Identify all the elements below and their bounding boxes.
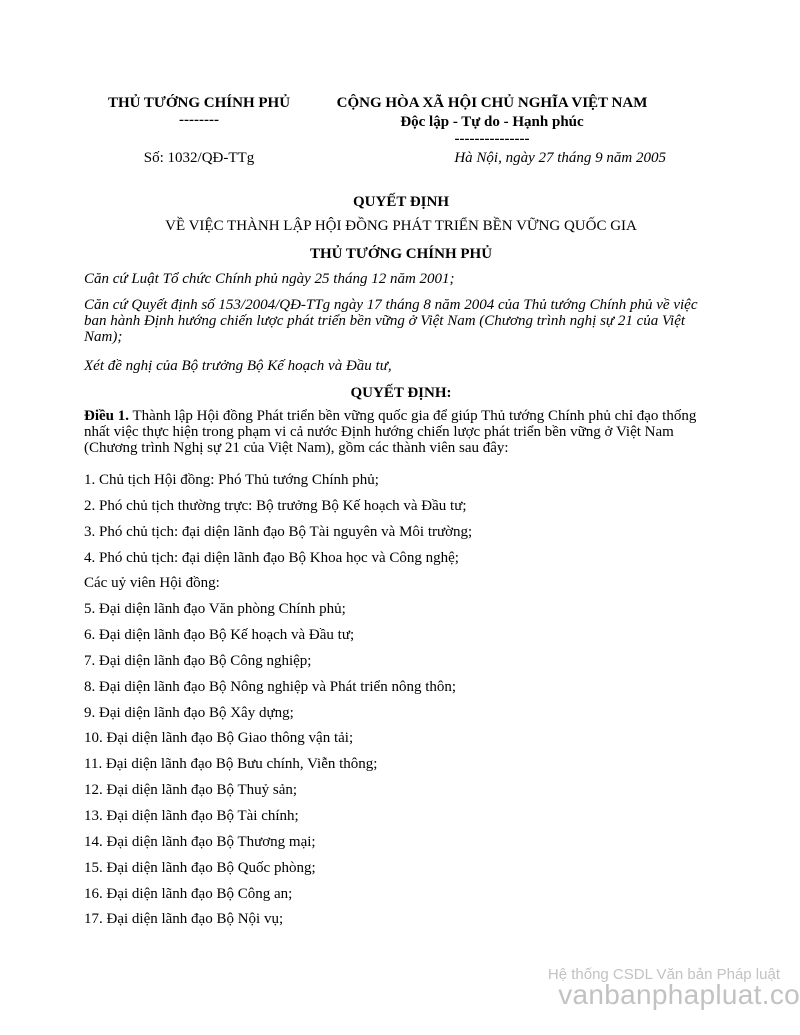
list-item: 5. Đại diện lãnh đạo Văn phòng Chính phủ; (84, 601, 346, 618)
preamble-line: Xét đề nghị của Bộ trưởng Bộ Kế hoạch và Đầu tư, (84, 358, 392, 374)
list-item: 1. Chủ tịch Hội đồng: Phó Thủ tướng Chính phủ; (84, 472, 379, 488)
decision-subject: VỀ VIỆC THÀNH LẬP HỘI ĐỒNG PHÁT TRIỂN BỀN VỮNG QUỐC GIA (165, 218, 637, 234)
decides-heading: QUYẾT ĐỊNH: (350, 385, 452, 401)
document-date: Hà Nội, ngày 27 tháng 9 năm 2005 (454, 150, 666, 166)
list-item: 16. Đại diện lãnh đạo Bộ Công an; (84, 885, 293, 902)
preamble-line: Căn cứ Luật Tổ chức Chính phủ ngày 25 tháng 12 năm 2001; (84, 271, 455, 287)
issuer-heading: THỦ TƯỚNG CHÍNH PHỦ (309, 246, 493, 262)
watermark-site: vanbanphapluat.co (558, 979, 800, 1010)
list-item: 14. Đại diện lãnh đạo Bộ Thương mại; (84, 833, 316, 850)
list-item: 9. Đại diện lãnh đạo Bộ Xây dựng; (84, 704, 294, 721)
decision-heading: QUYẾT ĐỊNH (353, 194, 449, 210)
list-item: 15. Đại diện lãnh đạo Bộ Quốc phòng; (84, 859, 316, 876)
document-number: Số: 1032/QĐ-TTg (143, 150, 255, 166)
list-item: 10. Đại diện lãnh đạo Bộ Giao thông vận tải; (84, 730, 354, 747)
national-motto: Độc lập - Tự do - Hạnh phúc (400, 114, 584, 130)
preamble-line: Căn cứ Quyết định số 153/2004/QĐ-TTg ngày 17 tháng 8 năm 2004 của Thủ tướng Chính phủ về việc ban hành Định hướng chiến lược phát triển bền vững ở Việt Nam (Chương trình nghị sự 21 của Việt Nam); (84, 297, 698, 345)
national-divider: --------------- (454, 131, 530, 147)
list-item: 6. Đại diện lãnh đạo Bộ Kế hoạch và Đầu tư; (84, 627, 355, 644)
list-item: 11. Đại diện lãnh đạo Bộ Bưu chính, Viễn thông; (84, 756, 378, 773)
list-item: 13. Đại diện lãnh đạo Bộ Tài chính; (84, 807, 299, 824)
list-item: 4. Phó chủ tịch: đại diện lãnh đạo Bộ Khoa học và Công nghệ; (84, 549, 459, 566)
issuer-org: THỦ TƯỚNG CHÍNH PHỦ (107, 95, 291, 111)
national-title: CỘNG HÒA XÃ HỘI CHỦ NGHĨA VIỆT NAM (336, 95, 648, 111)
article-1-text: Thành lập Hội đồng Phát triển bền vững quốc gia để giúp Thủ tướng Chính phủ chỉ đạo thống nhất việc thực hiện trong phạm vi cả nước Định hướng chiến lược phát triển bền vững ở Việt Nam (Chương trình Nghị sự 21 của Việt Nam), gồm các thành viên sau đây: (84, 408, 697, 456)
list-item: 12. Đại diện lãnh đạo Bộ Thuỷ sản; (84, 782, 298, 799)
issuer-divider: -------- (179, 112, 219, 128)
issuer-header (88, 94, 310, 127)
member-list (84, 472, 718, 937)
list-item: Các uỷ viên Hội đồng: (84, 575, 220, 592)
list-item: 2. Phó chủ tịch thường trực: Bộ trưởng Bộ Kế hoạch và Đầu tư; (84, 497, 467, 514)
article-1-label: Điều 1. (84, 408, 129, 424)
national-header (318, 94, 666, 146)
watermark-caption: Hệ thống CSDL Văn bản Pháp luật (547, 966, 780, 983)
article-1 (84, 408, 718, 456)
list-item: 7. Đại diện lãnh đạo Bộ Công nghiệp; (84, 652, 312, 669)
list-item: 17. Đại diện lãnh đạo Bộ Nội vụ; (84, 911, 284, 928)
list-item: 3. Phó chủ tịch: đại diện lãnh đạo Bộ Tài nguyên và Môi trường; (84, 523, 473, 540)
list-item: 8. Đại diện lãnh đạo Bộ Nông nghiệp và Phát triển nông thôn; (84, 678, 457, 695)
